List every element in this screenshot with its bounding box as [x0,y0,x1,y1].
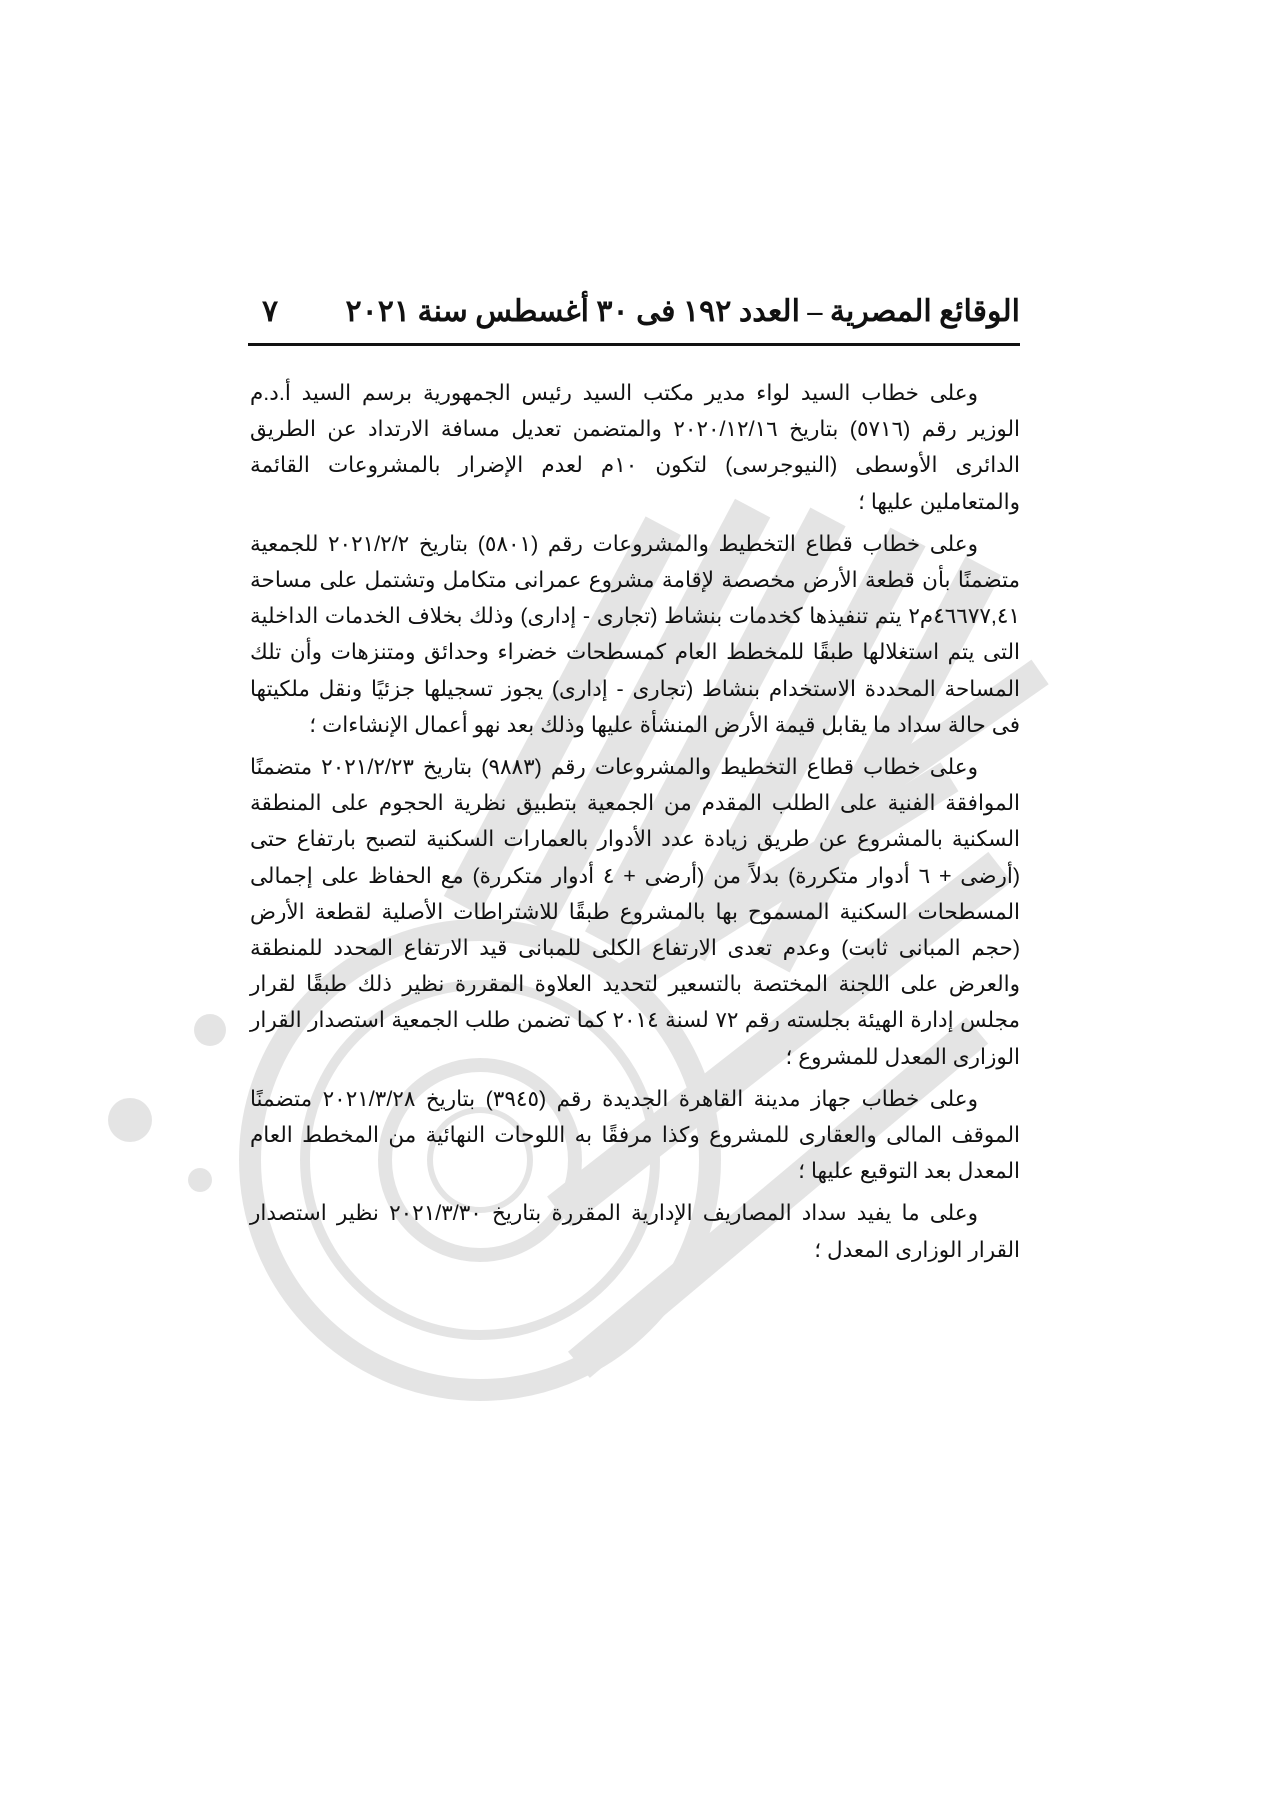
header-title: الوقائع المصرية – العدد ١٩٢ فى ٣٠ أغسطس سنة ٢٠٢١ [345,295,1020,328]
page-number: ٧ [262,295,279,328]
paragraph: وعلى خطاب قطاع التخطيط والمشروعات رقم (٩٨٨٣) بتاريخ ٢٠٢١/٢/٢٣ متضمنًا الموافقة الفنية على الطلب المقدم من الجمعية بتطبيق نظرية الحجوم على المنطقة السكنية بالمشروع عن طريق زيادة عدد الأدوار بالعمارات السكنية لتصبح بارتفاع حتى (أرضى + ٦ أدوار متكررة) بدلاً من (أرضى + ٤ أدوار متكررة) مع الحفاظ على إجمالى المسطحات السكنية المسموح بها بالمشروع طبقًا للاشتراطات الأصلية لقطعة الأرض (حجم المبانى ثابت) وعدم تعدى الارتفاع الكلى للمبانى قيد الارتفاع المحدد للمنطقة والعرض على اللجنة المختصة بالتسعير لتحديد العلاوة المقررة نظير ذلك طبقًا لقرار مجلس إدارة الهيئة بجلسته رقم ٧٢ لسنة ٢٠١٤ كما تضمن طلب الجمعية استصدار القرار الوزارى المعدل للمشروع ؛ [250,755,1020,1069]
paragraph: وعلى ما يفيد سداد المصاريف الإدارية المقررة بتاريخ ٢٠٢١/٣/٣٠ نظير استصدار القرار الوزارى المعدل ؛ [250,1201,1020,1262]
paragraph: وعلى خطاب جهاز مدينة القاهرة الجديدة رقم (٣٩٤٥) بتاريخ ٢٠٢١/٣/٢٨ متضمنًا الموقف المالى والعقارى للمشروع وكذا مرفقًا به اللوحات النهائية من المخطط العام المعدل بعد التوقيع عليها ؛ [250,1086,1020,1184]
paragraph: وعلى خطاب السيد لواء مدير مكتب السيد رئيس الجمهورية برسم السيد أ.د.م الوزير رقم (٥٧١٦) بتاريخ ٢٠٢٠/١٢/١٦ والمتضمن تعديل مسافة الارتداد عن الطريق الدائرى الأوسطى (النيوجرسى) لتكون ١٠م لعدم الإضرار بالمشروعات القائمة والمتعاملين عليها ؛ [250,381,1021,514]
paragraph: وعلى خطاب قطاع التخطيط والمشروعات رقم (٥٨٠١) بتاريخ ٢٠٢١/٢/٢ للجمعية متضمنًا بأن قطعة الأرض مخصصة لإقامة مشروع عمرانى متكامل وتشتمل على مساحة ٤٦٦٧٧,٤١م٢ يتم تنفيذها كخدمات بنشاط (تجارى - إدارى) وذلك بخلاف الخدمات الداخلية التى يتم استغلالها طبقًا للمخطط العام كمسطحات خضراء وحدائق ومتنزهات وأن تلك المساحة المحددة الاستخدام بنشاط (تجارى - إدارى) يجوز تسجيلها جزئيًا ونقل ملكيتها فى حالة سداد ما يقابل قيمة الأرض المنشأة عليها وذلك بعد نهو أعمال الإنشاءات ؛ [250,531,1020,737]
document-body [250,375,1020,1274]
header-divider [248,343,1020,346]
page-header [250,288,1020,338]
